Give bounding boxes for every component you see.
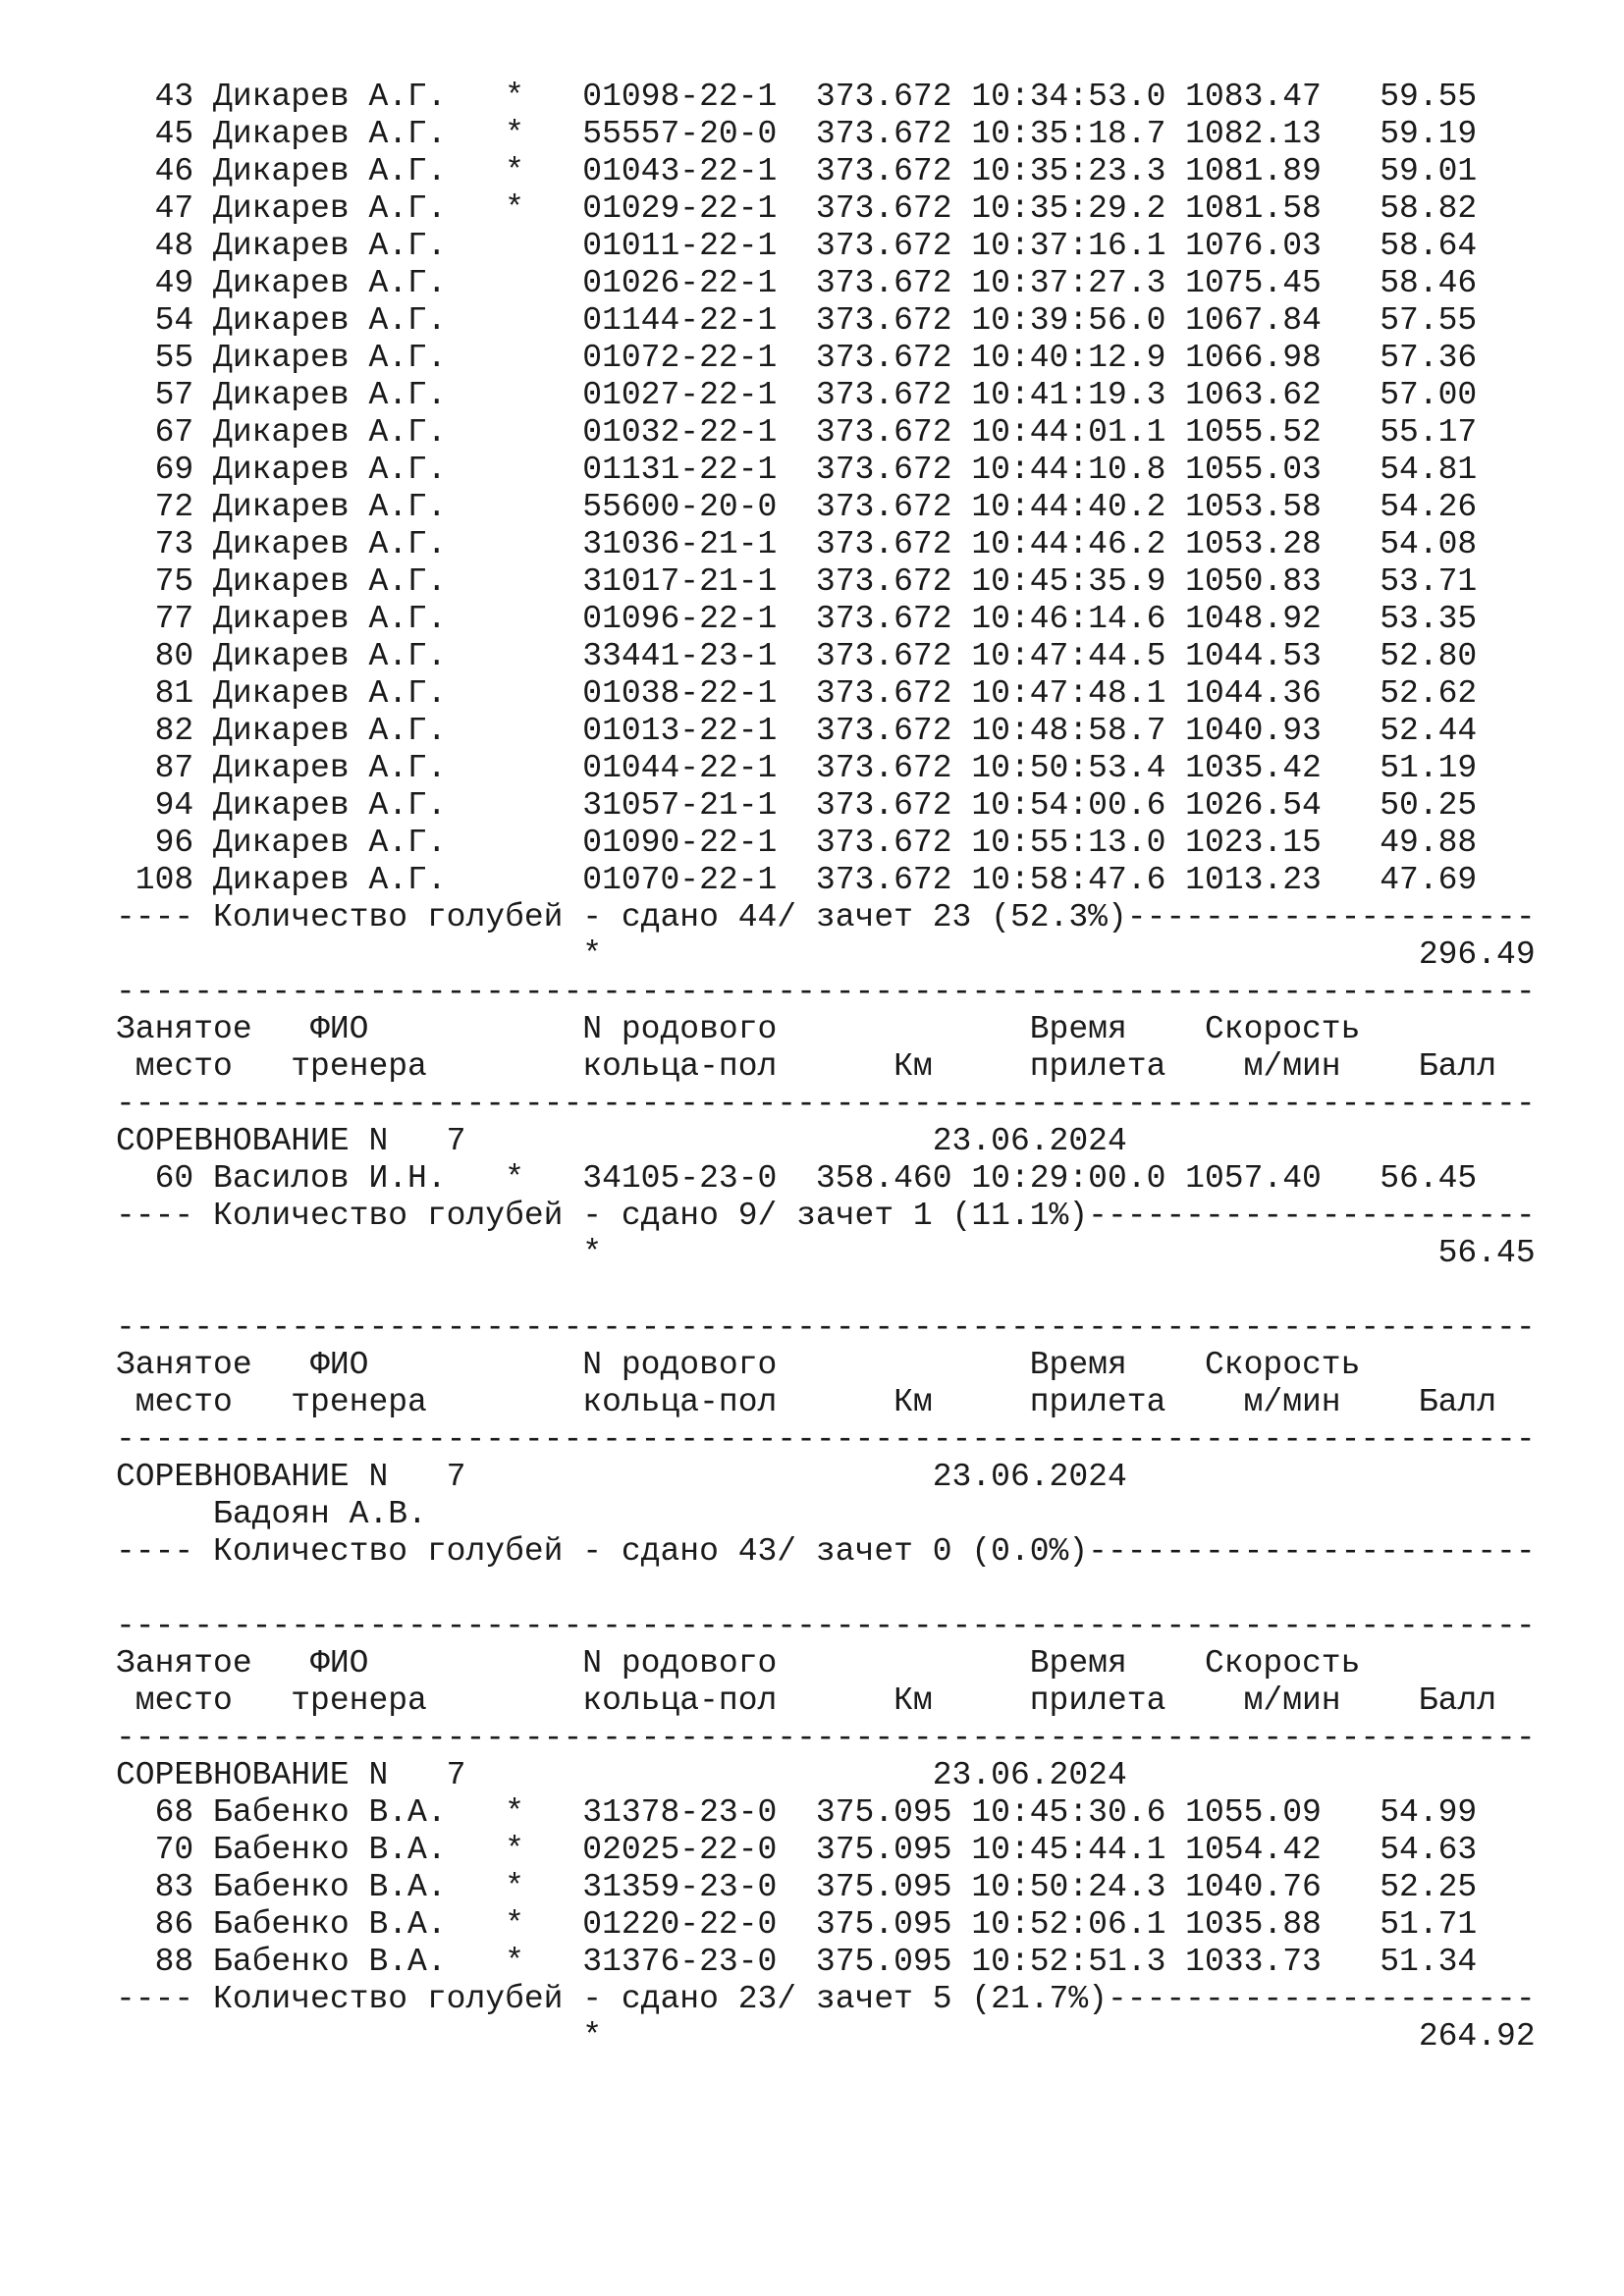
divider: ------------------------------------------------------------------------- xyxy=(116,1608,1536,1644)
divider: ------------------------------------------------------------------------- xyxy=(116,974,1536,1010)
summary-line: ---- Количество голубей - сдано 43/ зачет 0 (0.0%)----------------------- xyxy=(116,1533,1536,1570)
table-row: 108 Дикарев А.Г. 01070-22-1 373.672 10:58:47.6 1013.23 47.69 xyxy=(116,862,1478,898)
total-line: * 56.45 xyxy=(116,1235,1536,1271)
table-row: 48 Дикарев А.Г. 01011-22-1 373.672 10:37:16.1 1076.03 58.64 xyxy=(116,228,1478,264)
table-row: 88 Бабенко В.А. * 31376-23-0 375.095 10:52:51.3 1033.73 51.34 xyxy=(116,1944,1478,1980)
table-row: 43 Дикарев А.Г. * 01098-22-1 373.672 10:34:53.0 1083.47 59.55 xyxy=(116,79,1478,115)
competition-title: СОРЕВНОВАНИЕ N 7 23.06.2024 xyxy=(116,1459,1127,1495)
trainer-name: Бадоян А.В. xyxy=(116,1496,427,1532)
divider: ------------------------------------------------------------------------- xyxy=(116,1421,1536,1458)
column-header-line-1: Занятое ФИО N родового Время Скорость xyxy=(116,1645,1361,1682)
column-header-line-2: место тренера кольца-пол Км прилета м/мин Балл xyxy=(116,1682,1497,1719)
column-header-line-1: Занятое ФИО N родового Время Скорость xyxy=(116,1011,1361,1047)
table-row: 46 Дикарев А.Г. * 01043-22-1 373.672 10:35:23.3 1081.89 59.01 xyxy=(116,153,1478,189)
summary-line: ---- Количество голубей - сдано 9/ зачет 1 (11.1%)----------------------- xyxy=(116,1198,1536,1234)
table-row: 94 Дикарев А.Г. 31057-21-1 373.672 10:54:00.6 1026.54 50.25 xyxy=(116,787,1478,824)
table-row: 54 Дикарев А.Г. 01144-22-1 373.672 10:39:56.0 1067.84 57.55 xyxy=(116,302,1478,339)
summary-line: ---- Количество голубей - сдано 23/ зачет 5 (21.7%)---------------------- xyxy=(116,1981,1536,2017)
column-header-line-2: место тренера кольца-пол Км прилета м/мин Балл xyxy=(116,1384,1497,1420)
column-header-line-1: Занятое ФИО N родового Время Скорость xyxy=(116,1347,1361,1383)
table-row: 49 Дикарев А.Г. 01026-22-1 373.672 10:37:27.3 1075.45 58.46 xyxy=(116,265,1478,301)
table-row: 45 Дикарев А.Г. * 55557-20-0 373.672 10:35:18.7 1082.13 59.19 xyxy=(116,116,1478,152)
summary-line: ---- Количество голубей - сдано 44/ зачет 23 (52.3%)--------------------- xyxy=(116,899,1536,935)
table-row: 86 Бабенко В.А. * 01220-22-0 375.095 10:52:06.1 1035.88 51.71 xyxy=(116,1906,1478,1943)
table-row: 57 Дикарев А.Г. 01027-22-1 373.672 10:41:19.3 1063.62 57.00 xyxy=(116,377,1478,413)
total-line: * 296.49 xyxy=(116,936,1536,973)
table-row: 68 Бабенко В.А. * 31378-23-0 375.095 10:45:30.6 1055.09 54.99 xyxy=(116,1794,1478,1831)
table-row: 81 Дикарев А.Г. 01038-22-1 373.672 10:47:48.1 1044.36 52.62 xyxy=(116,675,1478,712)
spacer xyxy=(116,1571,1536,1608)
spacer xyxy=(116,1272,1536,1309)
table-row: 80 Дикарев А.Г. 33441-23-1 373.672 10:47:44.5 1044.53 52.80 xyxy=(116,638,1478,674)
table-row: 96 Дикарев А.Г. 01090-22-1 373.672 10:55:13.0 1023.15 49.88 xyxy=(116,825,1478,861)
table-row: 75 Дикарев А.Г. 31017-21-1 373.672 10:45:35.9 1050.83 53.71 xyxy=(116,563,1478,600)
table-row: 83 Бабенко В.А. * 31359-23-0 375.095 10:50:24.3 1040.76 52.25 xyxy=(116,1869,1478,1905)
divider: ------------------------------------------------------------------------- xyxy=(116,1086,1536,1122)
table-row: 70 Бабенко В.А. * 02025-22-0 375.095 10:45:44.1 1054.42 54.63 xyxy=(116,1832,1478,1868)
table-row: 82 Дикарев А.Г. 01013-22-1 373.672 10:48:58.7 1040.93 52.44 xyxy=(116,713,1478,749)
table-row: 87 Дикарев А.Г. 01044-22-1 373.672 10:50:53.4 1035.42 51.19 xyxy=(116,750,1478,786)
table-row: 77 Дикарев А.Г. 01096-22-1 373.672 10:46:14.6 1048.92 53.35 xyxy=(116,601,1478,637)
table-row: 72 Дикарев А.Г. 55600-20-0 373.672 10:44:40.2 1053.58 54.26 xyxy=(116,489,1478,525)
total-line: * 264.92 xyxy=(116,2018,1536,2055)
table-row: 55 Дикарев А.Г. 01072-22-1 373.672 10:40:12.9 1066.98 57.36 xyxy=(116,340,1478,376)
table-row: 60 Василов И.Н. * 34105-23-0 358.460 10:29:00.0 1057.40 56.45 xyxy=(116,1160,1478,1197)
competition-title: СОРЕВНОВАНИЕ N 7 23.06.2024 xyxy=(116,1123,1127,1159)
column-header-line-2: место тренера кольца-пол Км прилета м/мин Балл xyxy=(116,1048,1497,1085)
table-row: 69 Дикарев А.Г. 01131-22-1 373.672 10:44:10.8 1055.03 54.81 xyxy=(116,452,1478,488)
divider: ------------------------------------------------------------------------- xyxy=(116,1720,1536,1756)
results-sheet xyxy=(116,79,1536,2056)
divider: ------------------------------------------------------------------------- xyxy=(116,1309,1536,1346)
competition-title: СОРЕВНОВАНИЕ N 7 23.06.2024 xyxy=(116,1757,1127,1793)
table-row: 47 Дикарев А.Г. * 01029-22-1 373.672 10:35:29.2 1081.58 58.82 xyxy=(116,190,1478,227)
table-row: 67 Дикарев А.Г. 01032-22-1 373.672 10:44:01.1 1055.52 55.17 xyxy=(116,414,1478,451)
table-row: 73 Дикарев А.Г. 31036-21-1 373.672 10:44:46.2 1053.28 54.08 xyxy=(116,526,1478,562)
